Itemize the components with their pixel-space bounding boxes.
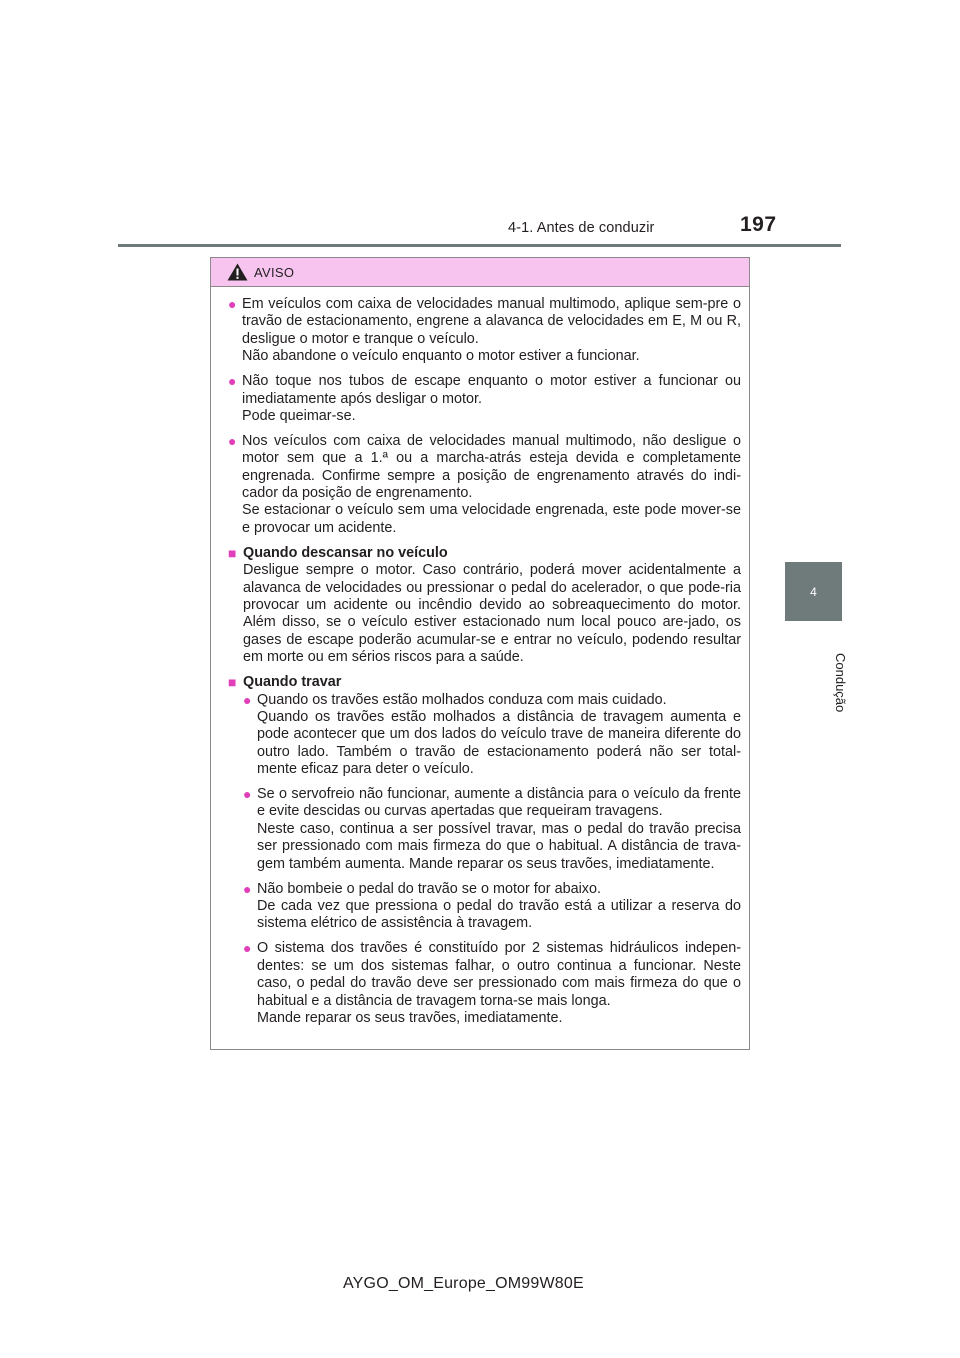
paragraph: Não abandone o veículo enquanto o motor estiver a funcionar. — [242, 348, 640, 365]
list-item — [228, 296, 741, 366]
list-item — [243, 881, 741, 933]
chapter-label: Condução — [833, 653, 848, 713]
list-item-text — [242, 433, 741, 537]
list-item — [228, 433, 741, 537]
paragraph: Nos veículos com caixa de velocidades manual multimodo, não desligue o motor sem que a 1.ª ou a marcha-atrás esteja devida e completamente engrenada. Confirme sempre a posição de engrenamento através do indi-cador da posição de engrenamento. — [242, 432, 741, 502]
list-item-text — [257, 786, 741, 873]
paragraph: De cada vez que pressiona o pedal do travão está a utilizar a reserva do sistema elétrico de assistência à travagem. — [257, 898, 741, 932]
paragraph: Quando os travões estão molhados a distância de travagem aumenta e pode acontecer que um dos lados do veículo trave de maneira diferente do outro lado. Também o travão de estacionamento poderá não ser total-mente eficaz para deter o veículo. — [257, 708, 741, 778]
header-section-title: 4-1. Antes de conduzir — [508, 220, 655, 236]
list-item — [243, 786, 741, 873]
square-bullet-icon: ■ — [228, 674, 237, 691]
warning-box — [210, 257, 750, 1050]
warning-triangle-icon — [227, 263, 248, 281]
round-bullet-icon: ● — [243, 786, 252, 803]
chapter-tab — [785, 562, 842, 621]
list-item-text — [242, 373, 741, 425]
paragraph: Não bombeie o pedal do travão se o motor for abaixo. — [257, 880, 601, 897]
paragraph: Pode queimar-se. — [242, 407, 356, 424]
warning-header — [211, 258, 749, 287]
list-item-text — [242, 296, 741, 366]
section-rest — [228, 545, 741, 667]
round-bullet-icon: ● — [228, 432, 237, 449]
list-item-text — [257, 881, 741, 933]
list-item — [228, 373, 741, 425]
paragraph: Se o servofreio não funcionar, aumente a distância para o veículo da frente e evite descidas ou curvas apertadas que requeiram travagens. — [257, 786, 741, 820]
paragraph: Desligue sempre o motor. Caso contrário, poderá mover acidentalmente a alavanca de velocidades ou pressionar o pedal do acelerador, o que pode-ria provocar um acidente ou incêndio devido ao sobreaquecimento do motor. Além disso, se o veículo estiver estacionado num local pouco are-jado, os gases de escape poderão acumular-se e entrar no veículo, podendo resultar em morte ou em sérios riscos para a saúde. — [243, 562, 741, 666]
round-bullet-icon: ● — [228, 373, 237, 390]
page-number: 197 — [740, 213, 777, 236]
paragraph: Mande reparar os seus travões, imediatamente. — [257, 1009, 563, 1026]
section-heading: Quando travar — [243, 674, 342, 691]
section-heading: Quando descansar no veículo — [243, 544, 448, 561]
list-item-text — [257, 692, 741, 779]
paragraph: Neste caso, continua a ser possível travar, mas o pedal do travão precisa ser pressionado com mais firmeza do que o habitual. A distância de trava-gem também aumenta. Mande reparar os seus travões, imediatamente. — [257, 820, 741, 872]
square-bullet-icon: ■ — [228, 544, 237, 561]
round-bullet-icon: ● — [243, 691, 252, 708]
footer-document-code: AYGO_OM_Europe_OM99W80E — [343, 1275, 584, 1292]
paragraph: Em veículos com caixa de velocidades manual multimodo, aplique sem-pre o travão de estacionamento, engrene a alavanca de velocidades em E, M ou R, desligue o motor e tranque o veículo. — [242, 296, 741, 347]
paragraph: Se estacionar o veículo sem uma velocidade engrenada, este pode mover-se e provocar um acidente. — [242, 502, 741, 536]
round-bullet-icon: ● — [228, 296, 237, 312]
paragraph: Quando os travões estão molhados conduza com mais cuidado. — [257, 691, 667, 708]
warning-title: AVISO — [254, 264, 295, 280]
chapter-number: 4 — [810, 584, 817, 599]
round-bullet-icon: ● — [243, 940, 252, 957]
section-brake — [228, 674, 741, 1027]
list-item — [243, 692, 741, 779]
list-item-text — [257, 940, 741, 1027]
paragraph: Não toque nos tubos de escape enquanto o motor estiver a funcionar ou imediatamente após desligar o motor. — [242, 373, 741, 407]
list-item — [243, 940, 741, 1027]
paragraph: O sistema dos travões é constituído por 2 sistemas hidráulicos indepen-dentes: se um dos sistemas falhar, o outro continua a funcionar. Neste caso, o pedal do travão deve ser pressionado com mais firmeza do que o habitual e a distância de travagem torna-se mais longa. — [257, 940, 741, 1009]
header-rule — [118, 244, 841, 247]
warning-body — [211, 287, 749, 1027]
round-bullet-icon: ● — [243, 880, 252, 897]
